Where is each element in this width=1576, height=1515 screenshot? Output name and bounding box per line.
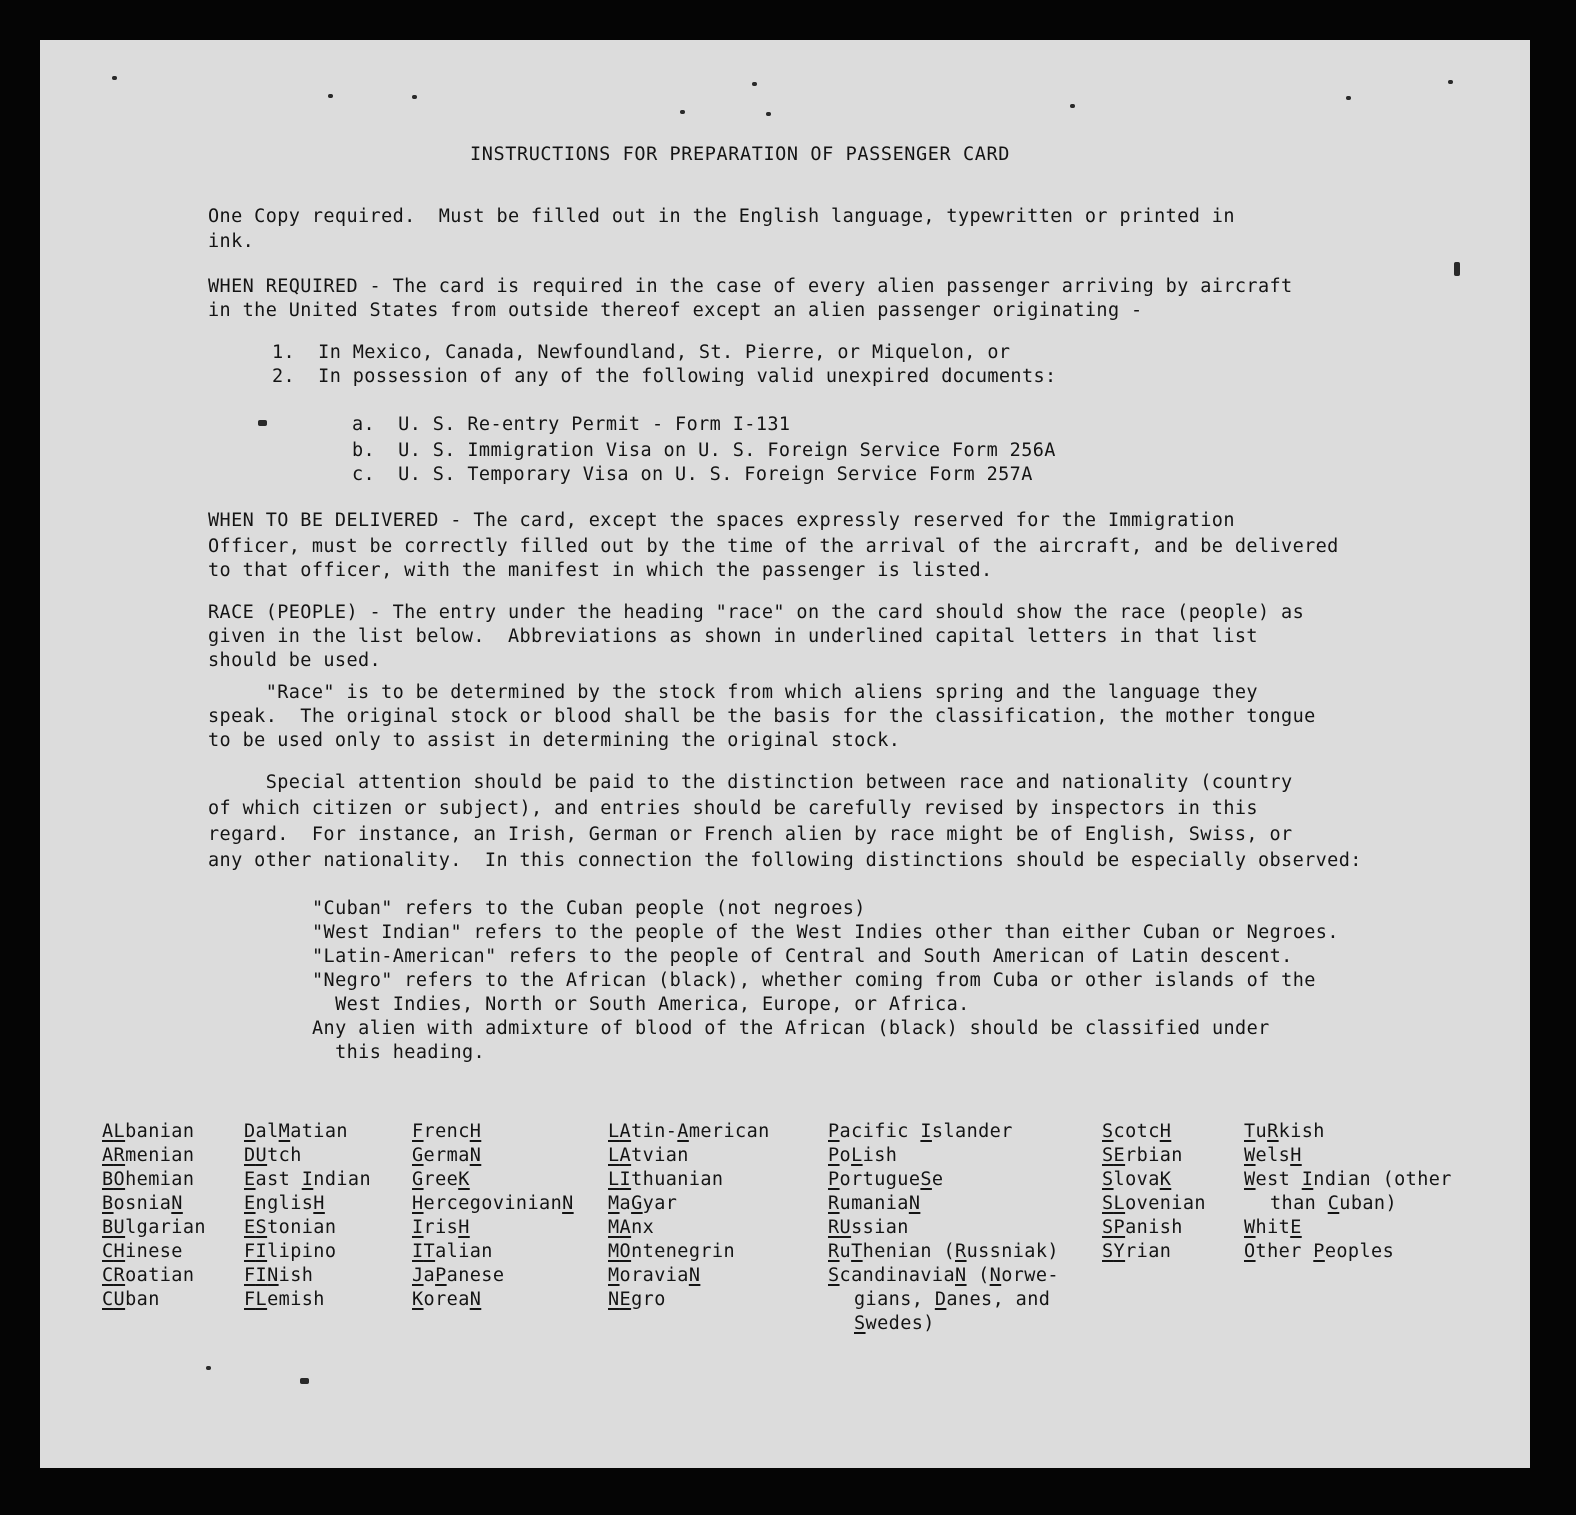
race-entry: SPanish bbox=[1102, 1217, 1183, 1238]
race-entry: EStonian bbox=[244, 1217, 337, 1238]
distinction-line: West Indies, North or South America, Europe, or Africa. bbox=[312, 994, 970, 1015]
race-entry: ScandinaviaN (Norwe- bbox=[828, 1265, 1059, 1286]
race-list-column bbox=[828, 1120, 1059, 1336]
special-attention-line: of which citizen or subject), and entries should be carefully revised by inspectors in this bbox=[208, 798, 1258, 819]
race-entry: KoreaN bbox=[412, 1289, 482, 1310]
document-item: b. U. S. Immigration Visa on U. S. Foreign Service Form 256A bbox=[352, 440, 1056, 461]
race-entry: ARmenian bbox=[102, 1145, 195, 1166]
race-entry: SLovenian bbox=[1102, 1193, 1206, 1214]
race-line: given in the list below. Abbreviations as shown in underlined capital letters in that list bbox=[208, 626, 1258, 647]
special-attention-line: regard. For instance, an Irish, German or French alien by race might be of English, Swiss, or bbox=[208, 824, 1293, 845]
speck-mark bbox=[412, 95, 417, 99]
race-entry: LIthuanian bbox=[608, 1169, 724, 1190]
document-item: c. U. S. Temporary Visa on U. S. Foreign Service Form 257A bbox=[352, 464, 1033, 485]
race-paragraph-line: to be used only to assist in determining the original stock. bbox=[208, 730, 901, 751]
race-entry: DUtch bbox=[244, 1145, 302, 1166]
race-entry: West Indian (other bbox=[1244, 1169, 1452, 1190]
race-entry: WhitE bbox=[1244, 1217, 1302, 1238]
distinction-line: "Negro" refers to the African (black), whether coming from Cuba or other islands of the bbox=[312, 970, 1316, 991]
race-entry: BosniaN bbox=[102, 1193, 183, 1214]
when-delivered-line: Officer, must be correctly filled out by the time of the arrival of the aircraft, and be delivered bbox=[208, 536, 1339, 557]
race-list-column bbox=[102, 1120, 206, 1312]
race-list-column bbox=[244, 1120, 371, 1312]
distinction-line: "West Indian" refers to the people of the West Indies other than either Cuban or Negroes. bbox=[312, 922, 1339, 943]
race-entry: FIlipino bbox=[244, 1241, 337, 1262]
race-entry: SErbian bbox=[1102, 1145, 1183, 1166]
race-entry: EnglisH bbox=[244, 1193, 325, 1214]
race-entry: CHinese bbox=[102, 1241, 183, 1262]
race-entry: Pacific Islander bbox=[828, 1121, 1013, 1142]
distinction-line: "Cuban" refers to the Cuban people (not negroes) bbox=[312, 898, 866, 919]
race-list-column bbox=[1244, 1120, 1452, 1264]
distinction-line: "Latin-American" refers to the people of Central and South American of Latin descent. bbox=[312, 946, 1293, 967]
race-entry: MAnx bbox=[608, 1217, 655, 1238]
document-item: a. U. S. Re-entry Permit - Form I-131 bbox=[352, 414, 791, 435]
race-entry: East Indian bbox=[244, 1169, 372, 1190]
race-entry: BUlgarian bbox=[102, 1217, 206, 1238]
race-entry: TuRkish bbox=[1244, 1121, 1325, 1142]
when-delivered-line: WHEN TO BE DELIVERED - The card, except the spaces expressly reserved for the Immigration bbox=[208, 510, 1235, 531]
race-entry: RUssian bbox=[828, 1217, 909, 1238]
race-list-column bbox=[1102, 1120, 1206, 1264]
when-required-line: WHEN REQUIRED - The card is required in the case of every alien passenger arriving by aircraft bbox=[208, 276, 1293, 297]
race-line: RACE (PEOPLE) - The entry under the heading "race" on the card should show the race (people) as bbox=[208, 602, 1305, 623]
speck-mark bbox=[300, 1378, 309, 1384]
race-entry: JaPanese bbox=[412, 1265, 505, 1286]
speck-mark bbox=[1070, 104, 1075, 108]
speck-mark bbox=[752, 82, 757, 86]
race-entry: LAtvian bbox=[608, 1145, 689, 1166]
race-entry: than Cuban) bbox=[1270, 1193, 1398, 1214]
race-list-column bbox=[608, 1120, 770, 1312]
race-entry: ScotcH bbox=[1102, 1121, 1172, 1142]
speck-mark bbox=[328, 94, 333, 98]
race-entry: IrisH bbox=[412, 1217, 470, 1238]
speck-mark bbox=[112, 76, 117, 80]
race-entry: CUban bbox=[102, 1289, 160, 1310]
race-entry: gians, Danes, and bbox=[854, 1289, 1051, 1310]
distinction-line: Any alien with admixture of blood of the African (black) should be classified under bbox=[312, 1018, 1270, 1039]
race-entry: FrencH bbox=[412, 1121, 482, 1142]
race-entry: ITalian bbox=[412, 1241, 493, 1262]
race-entry: WelsH bbox=[1244, 1145, 1302, 1166]
race-entry: PoLish bbox=[828, 1145, 898, 1166]
speck-mark bbox=[1448, 80, 1453, 84]
speck-mark bbox=[1346, 96, 1351, 100]
speck-mark bbox=[680, 110, 685, 114]
race-line: should be used. bbox=[208, 650, 382, 671]
numbered-item: 1. In Mexico, Canada, Newfoundland, St. Pierre, or Miquelon, or bbox=[272, 342, 1011, 363]
race-entry: GermaN bbox=[412, 1145, 482, 1166]
race-entry: ALbanian bbox=[102, 1121, 195, 1142]
race-entry: GreeK bbox=[412, 1169, 470, 1190]
numbered-item: 2. In possession of any of the following valid unexpired documents: bbox=[272, 366, 1057, 387]
race-paragraph-line: "Race" is to be determined by the stock from which aliens spring and the language they bbox=[208, 682, 1258, 703]
race-paragraph-line: speak. The original stock or blood shall be the basis for the classification, the mother tongue bbox=[208, 706, 1316, 727]
race-entry: SYrian bbox=[1102, 1241, 1172, 1262]
race-entry: MoraviaN bbox=[608, 1265, 701, 1286]
race-list-column bbox=[412, 1120, 574, 1312]
race-entry: Other Peoples bbox=[1244, 1241, 1395, 1262]
intro-line: One Copy required. Must be filled out in the English language, typewritten or printed in bbox=[208, 206, 1235, 227]
speck-mark bbox=[1454, 262, 1460, 276]
intro-line: ink. bbox=[208, 231, 255, 252]
when-required-line: in the United States from outside thereof except an alien passenger originating - bbox=[208, 300, 1143, 321]
special-attention-line: any other nationality. In this connection the following distinctions should be especially observed: bbox=[208, 850, 1362, 871]
speck-mark bbox=[258, 420, 267, 426]
race-entry: Swedes) bbox=[854, 1313, 935, 1334]
race-entry: CRoatian bbox=[102, 1265, 195, 1286]
race-entry: NEgro bbox=[608, 1289, 666, 1310]
race-entry: DalMatian bbox=[244, 1121, 348, 1142]
speck-mark bbox=[206, 1366, 211, 1370]
race-entry: SlovaK bbox=[1102, 1169, 1172, 1190]
speck-mark bbox=[766, 112, 771, 116]
document-page bbox=[40, 40, 1530, 1468]
race-entry: HercegovinianN bbox=[412, 1193, 574, 1214]
race-entry: FINish bbox=[244, 1265, 314, 1286]
race-entry: LAtin-American bbox=[608, 1121, 770, 1142]
special-attention-line: Special attention should be paid to the distinction between race and nationality (country bbox=[208, 772, 1293, 793]
race-entry: RuThenian (Russniak) bbox=[828, 1241, 1059, 1262]
page-title: INSTRUCTIONS FOR PREPARATION OF PASSENGER CARD bbox=[470, 144, 1010, 165]
race-entry: BOhemian bbox=[102, 1169, 195, 1190]
race-entry: MOntenegrin bbox=[608, 1241, 736, 1262]
race-entry: FLemish bbox=[244, 1289, 325, 1310]
distinction-line: this heading. bbox=[312, 1042, 486, 1063]
race-entry: MaGyar bbox=[608, 1193, 678, 1214]
race-entry: RumaniaN bbox=[828, 1193, 921, 1214]
when-delivered-line: to that officer, with the manifest in which the passenger is listed. bbox=[208, 560, 993, 581]
race-entry: PortugueSe bbox=[828, 1169, 944, 1190]
